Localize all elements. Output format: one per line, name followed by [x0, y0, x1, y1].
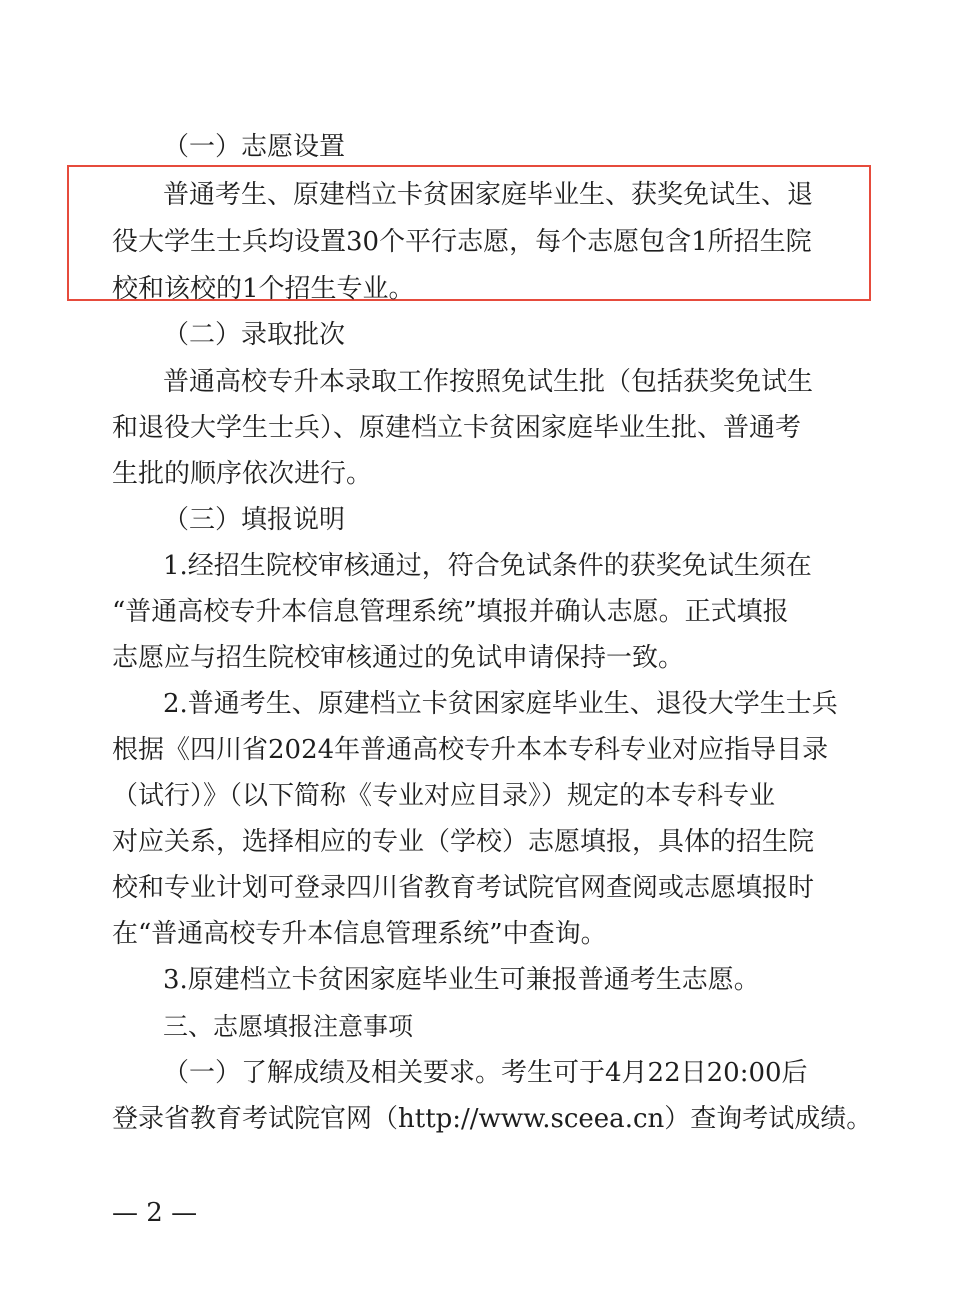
- paragraph-line: 校和该校的1个招生专业。: [112, 274, 415, 304]
- paragraph-line: （试行）》（以下简称《专业对应目录》）规定的本专科专业: [112, 781, 776, 811]
- page-number: — 2 —: [112, 1198, 198, 1228]
- paragraph-line: （一）了解成绩及相关要求。考生可于4月22日20:00后: [163, 1058, 808, 1088]
- paragraph-line: 役大学生士兵均设置30个平行志愿，每个志愿包含1所招生院: [112, 227, 812, 257]
- part-heading-notes: 三、志愿填报注意事项: [163, 1012, 414, 1041]
- paragraph-line: 根据《四川省2024年普通高校专升本本专科专业对应指导目录: [112, 735, 829, 765]
- paragraph-line: 3.原建档立卡贫困家庭毕业生可兼报普通考生志愿。: [163, 965, 760, 995]
- paragraph-line: 在“普通高校专升本信息管理系统”中查询。: [112, 919, 607, 949]
- paragraph-line: 登录省教育考试院官网（http://www.sceea.cn）查询考试成绩。: [112, 1104, 873, 1134]
- paragraph-line: 1.经招生院校审核通过，符合免试条件的获奖免试生须在: [163, 551, 812, 581]
- paragraph-line: 和退役大学生士兵）、原建档立卡贫困家庭毕业生批、普通考: [112, 413, 802, 443]
- paragraph-line: “普通高校专升本信息管理系统”填报并确认志愿。正式填报: [112, 597, 789, 627]
- paragraph-line: 生批的顺序依次进行。: [112, 459, 373, 489]
- paragraph-line: 普通考生、原建档立卡贫困家庭毕业生、获奖免试生、退: [163, 180, 814, 210]
- paragraph-line: 校和专业计划可登录四川省教育考试院官网查阅或志愿填报时: [112, 873, 815, 903]
- section-heading-filling-instructions: （三）填报说明: [163, 505, 346, 535]
- paragraph-line: 普通高校专升本录取工作按照免试生批（包括获奖免试生: [163, 367, 814, 397]
- section-heading-admission-batch: （二）录取批次: [163, 320, 346, 350]
- paragraph-line: 志愿应与招生院校审核通过的免试申请保持一致。: [112, 643, 685, 673]
- section-heading-volunteer-setup: （一）志愿设置: [163, 132, 346, 162]
- paragraph-line: 2.普通考生、原建档立卡贫困家庭毕业生、退役大学生士兵: [163, 689, 838, 719]
- paragraph-line: 对应关系，选择相应的专业（学校）志愿填报，具体的招生院: [112, 827, 815, 857]
